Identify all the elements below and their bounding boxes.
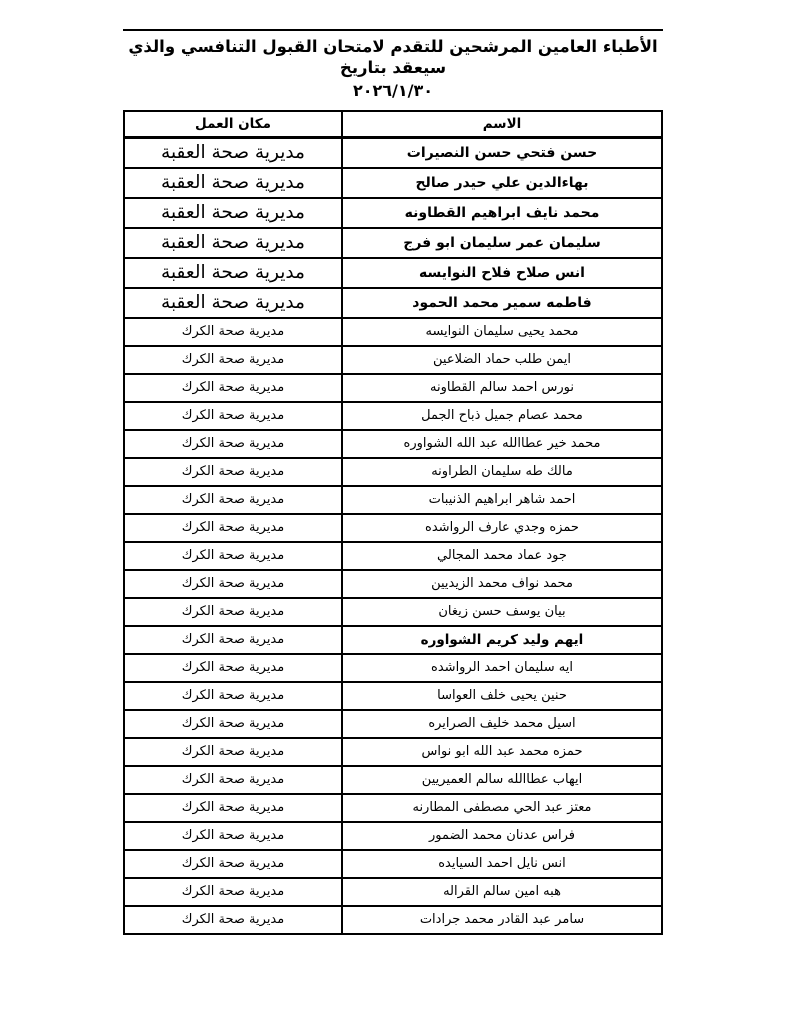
name-cell: فراس عدنان محمد الضمور: [342, 822, 662, 850]
table-header: [124, 111, 662, 138]
document-date: ٢٠٢٦/١/٣٠: [352, 81, 434, 100]
workplace-cell: مديرية صحة الكرك: [124, 850, 342, 878]
workplace-cell: مديرية صحة الكرك: [124, 822, 342, 850]
workplace-cell: مديرية صحة الكرك: [124, 906, 342, 934]
workplace-cell: مديرية صحة الكرك: [124, 570, 342, 598]
document-body: [123, 29, 663, 935]
workplace-cell: مديرية صحة العقبة: [124, 228, 342, 258]
workplace-cell: مديرية صحة الكرك: [124, 766, 342, 794]
workplace-cell: مديرية صحة الكرك: [124, 738, 342, 766]
table-row: [124, 542, 662, 570]
table-body: [124, 138, 662, 934]
name-cell: بيان يوسف حسن زيغان: [342, 598, 662, 626]
table-row: [124, 766, 662, 794]
table-row: [124, 402, 662, 430]
table-row: [124, 198, 662, 228]
workplace-cell: مديرية صحة الكرك: [124, 514, 342, 542]
name-cell: ايمن طلب حماد الضلاعين: [342, 346, 662, 374]
table-row: [124, 850, 662, 878]
name-cell: ايهم وليد كريم الشواوره: [342, 626, 662, 654]
table-row: [124, 430, 662, 458]
workplace-cell: مديرية صحة الكرك: [124, 486, 342, 514]
document-title: الأطباء العامين المرشحين للتقدم لامتحان القبول التنافسي والذي سيعقد بتاريخ: [128, 37, 658, 77]
table-row: [124, 318, 662, 346]
workplace-cell: مديرية صحة الكرك: [124, 402, 342, 430]
candidates-table: [123, 110, 663, 935]
name-cell: انس نايل احمد السيايده: [342, 850, 662, 878]
workplace-column-header: مكان العمل: [124, 111, 342, 138]
name-cell: فاطمه سمير محمد الحمود: [342, 288, 662, 318]
table-row: [124, 878, 662, 906]
table-row: [124, 626, 662, 654]
workplace-cell: مديرية صحة العقبة: [124, 138, 342, 168]
name-cell: حمزه وجدي عارف الرواشده: [342, 514, 662, 542]
name-cell: هبه امين سالم القراله: [342, 878, 662, 906]
name-cell: جود عماد محمد المجالي: [342, 542, 662, 570]
table-row: [124, 458, 662, 486]
table-row: [124, 822, 662, 850]
workplace-cell: مديرية صحة الكرك: [124, 878, 342, 906]
table-row: [124, 288, 662, 318]
table-row: [124, 682, 662, 710]
workplace-cell: مديرية صحة العقبة: [124, 288, 342, 318]
workplace-cell: مديرية صحة الكرك: [124, 542, 342, 570]
table-row: [124, 168, 662, 198]
workplace-cell: مديرية صحة العقبة: [124, 168, 342, 198]
table-row: [124, 228, 662, 258]
table-row: [124, 374, 662, 402]
name-cell: انس صلاح فلاح النوايسه: [342, 258, 662, 288]
name-cell: اسيل محمد خليف الصرايره: [342, 710, 662, 738]
workplace-cell: مديرية صحة الكرك: [124, 654, 342, 682]
name-cell: مالك طه سليمان الطراونه: [342, 458, 662, 486]
workplace-cell: مديرية صحة الكرك: [124, 710, 342, 738]
name-column-header: الاسم: [342, 111, 662, 138]
name-cell: احمد شاهر ابراهيم الذنيبات: [342, 486, 662, 514]
workplace-cell: مديرية صحة الكرك: [124, 346, 342, 374]
workplace-cell: مديرية صحة العقبة: [124, 198, 342, 228]
name-cell: ايهاب عطاالله سالم العميريين: [342, 766, 662, 794]
name-cell: حمزه محمد عبد الله ابو نواس: [342, 738, 662, 766]
name-cell: سليمان عمر سليمان ابو فرج: [342, 228, 662, 258]
name-cell: بهاءالدين علي حيدر صالح: [342, 168, 662, 198]
table-row: [124, 906, 662, 934]
table-row: [124, 138, 662, 168]
name-cell: ايه سليمان احمد الرواشده: [342, 654, 662, 682]
name-cell: نورس احمد سالم القطاونه: [342, 374, 662, 402]
table-row: [124, 514, 662, 542]
workplace-cell: مديرية صحة الكرك: [124, 318, 342, 346]
name-cell: محمد خير عطاالله عبد الله الشواوره: [342, 430, 662, 458]
table-row: [124, 258, 662, 288]
workplace-cell: مديرية صحة الكرك: [124, 458, 342, 486]
table-row: [124, 346, 662, 374]
table-row: [124, 654, 662, 682]
workplace-cell: مديرية صحة الكرك: [124, 794, 342, 822]
table-row: [124, 738, 662, 766]
table-row: [124, 794, 662, 822]
table-row: [124, 710, 662, 738]
name-cell: حسن فتحي حسن النصيرات: [342, 138, 662, 168]
name-cell: معتز عبد الحي مصطفى المطارنه: [342, 794, 662, 822]
workplace-cell: مديرية صحة الكرك: [124, 374, 342, 402]
table-row: [124, 486, 662, 514]
table-row: [124, 570, 662, 598]
name-cell: محمد نواف محمد الزيديين: [342, 570, 662, 598]
workplace-cell: مديرية صحة الكرك: [124, 682, 342, 710]
name-cell: محمد يحيى سليمان النوايسه: [342, 318, 662, 346]
workplace-cell: مديرية صحة الكرك: [124, 626, 342, 654]
workplace-cell: مديرية صحة الكرك: [124, 598, 342, 626]
name-cell: محمد نايف ابراهيم القطاونه: [342, 198, 662, 228]
workplace-cell: مديرية صحة العقبة: [124, 258, 342, 288]
workplace-cell: مديرية صحة الكرك: [124, 430, 342, 458]
name-cell: محمد عصام جميل ذباح الجمل: [342, 402, 662, 430]
name-cell: حنين يحيى خلف العواسا: [342, 682, 662, 710]
table-header-row: [124, 111, 662, 138]
table-row: [124, 598, 662, 626]
name-cell: سامر عبد القادر محمد جرادات: [342, 906, 662, 934]
title-block: [123, 29, 663, 101]
